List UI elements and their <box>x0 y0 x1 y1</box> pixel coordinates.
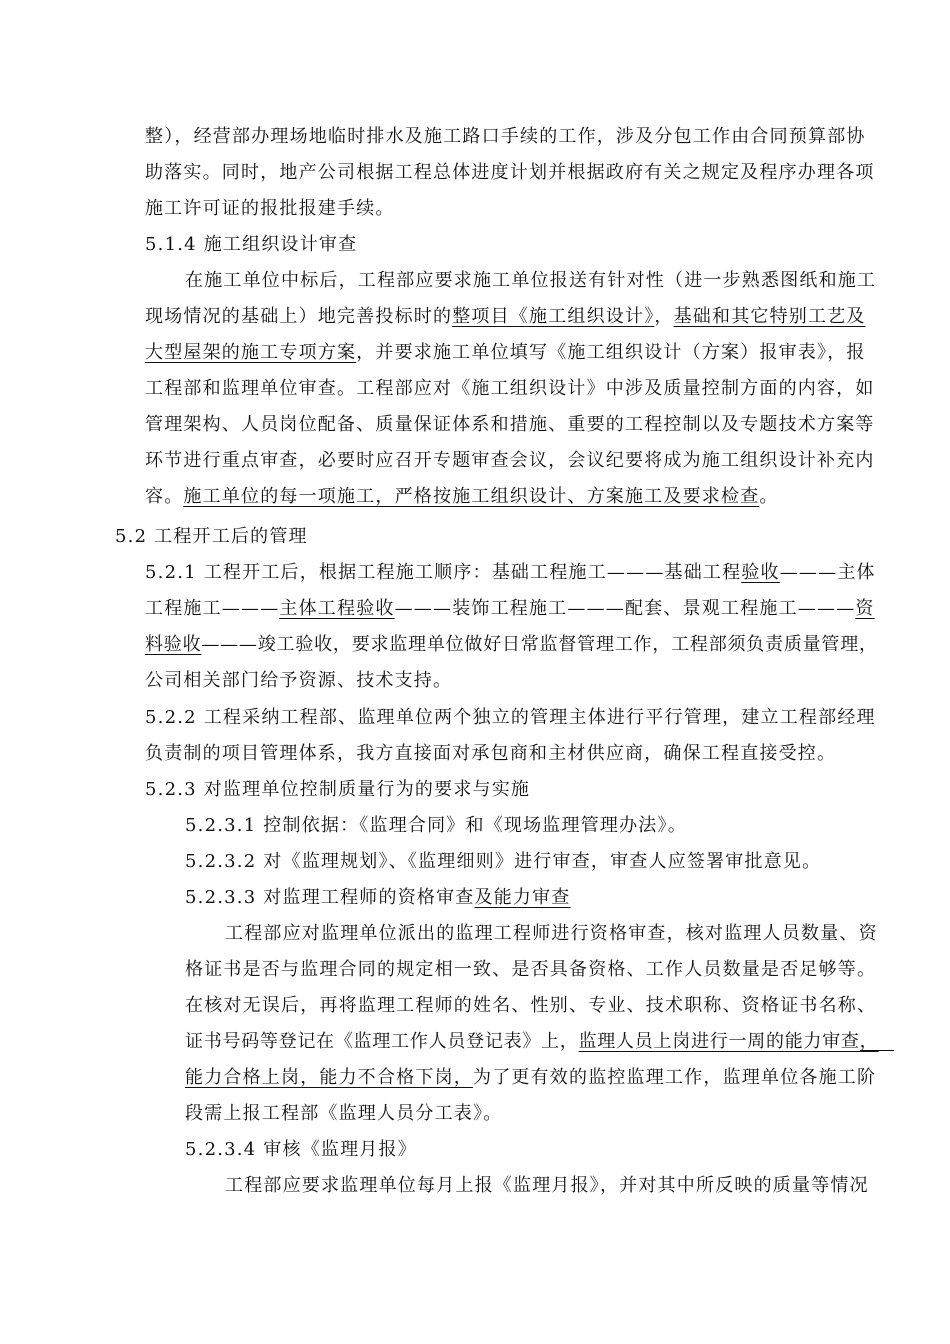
text-line <box>145 160 875 186</box>
text-line <box>145 412 875 438</box>
text-line <box>185 885 571 911</box>
text-span: 证书号码等登记在《监理工作人员登记表》上， <box>185 1031 579 1052</box>
text-span: 负责制的项目管理体系，我方直接面对承包商和主材供应商，确保工程直接受控。 <box>145 743 837 764</box>
text-span: 5.2.3.3 对监理工程师的资格审查 <box>185 887 475 908</box>
text-line <box>115 524 308 550</box>
text-span: 助落实。同时，地产公司根据工程总体进度计划并根据政府有关之规定及程序办理各项 <box>145 162 875 183</box>
text-span: ———主体 <box>779 562 876 583</box>
text-line <box>145 376 875 402</box>
text-line <box>145 741 836 767</box>
text-span: 公司相关部门给予资源、技术支持。 <box>145 670 453 691</box>
underlined-text: 能力合格上岗，能力不合格下岗， <box>185 1067 473 1088</box>
underlined-text: 验收 <box>741 562 780 583</box>
text-span: 。 <box>759 486 779 507</box>
text-span: 施工许可证的报批报建手续。 <box>145 198 395 219</box>
text-line <box>145 596 875 622</box>
text-span: 5.2.1 工程开工后，根据工程施工顺序：基础工程施工———基础工程 <box>145 562 742 583</box>
text-span: 5.2.3.2 对《监理规划》、《监理细则》进行审查，审查人应签署审批意见。 <box>185 851 822 872</box>
text-line <box>185 813 687 839</box>
underlined-text: 整项目《施工组织设计》 <box>452 306 655 327</box>
text-span: 在核对无误后，再将监理工程师的姓名、性别、专业、技术职称、资格证书名称、 <box>185 995 877 1016</box>
text-span: 工程部和监理单位审查。工程部应对《施工组织设计》中涉及质量控制方面的内容，如 <box>145 378 875 399</box>
text-line <box>185 993 876 1019</box>
text-span: 5.2.3.1 控制依据：《监理合同》和《现场监理管理办法》。 <box>185 815 687 836</box>
text-line <box>185 1137 417 1163</box>
text-span: ———装饰工程施工———配套、景观工程施工——— <box>394 598 856 619</box>
underlined-text: 料验收 <box>145 634 202 655</box>
text-span: 整），经营部办理场地临时排水及施工路口手续的工作，涉及分包工作由合同预算部协 <box>145 126 866 147</box>
text-line <box>225 1173 869 1199</box>
text-line <box>145 777 530 803</box>
text-line <box>145 340 866 366</box>
underlined-text: 大型屋架的施工专项方案 <box>145 342 357 363</box>
text-line <box>145 124 866 150</box>
text-line <box>145 232 357 258</box>
text-span: 容。 <box>145 486 184 507</box>
text-span: ， <box>654 306 674 327</box>
underlined-text: 监理人员上岗进行一周的能力审查， <box>578 1031 879 1052</box>
text-line <box>145 484 779 510</box>
text-span: 工程施工——— <box>145 598 280 619</box>
text-span: 在施工单位中标后，工程部应要求施工单位报送有针对性（进一步熟悉图纸和施工 <box>185 270 877 291</box>
text-span: 现场情况的基础上）地完善投标时的 <box>145 306 453 327</box>
text-line <box>145 632 878 658</box>
text-line <box>185 1101 502 1127</box>
text-span: ———竣工验收，要求监理单位做好日常监督管理工作，工程部须负责质量管理， <box>201 634 878 655</box>
text-line <box>145 668 452 694</box>
text-span: 管理架构、人员岗位配备、质量保证体系和措施、重要的工程控制以及专题技术方案等 <box>145 414 875 435</box>
text-span: 工程部应对监理单位派出的监理工程师进行资格审查，核对监理人员数量、资 <box>225 923 878 944</box>
text-span: 5.2.2 工程采纳工程部、监理单位两个独立的管理主体进行平行管理，建立工程部经理 <box>145 707 876 728</box>
text-line <box>145 448 875 474</box>
text-line <box>145 560 876 586</box>
text-span: 5.1.4 施工组织设计审查 <box>145 234 358 255</box>
text-span: 格证书是否与监理合同的规定相一致、是否具备资格、工作人员数量是否足够等。 <box>185 959 877 980</box>
underlined-text: 及能力审查 <box>474 887 571 908</box>
text-line <box>145 705 876 731</box>
text-line <box>185 1029 878 1055</box>
text-span: 5.2.3.4 审核《监理月报》 <box>185 1139 417 1160</box>
text-span: 为了更有效的监控监理工作，监理单位各施工阶 <box>473 1067 877 1088</box>
underlined-text: 主体工程验收 <box>279 598 395 619</box>
text-span: 段需上报工程部《监理人员分工表》。 <box>185 1103 503 1124</box>
text-span: 5.2 工程开工后的管理 <box>115 526 308 547</box>
text-span: 5.2.3 对监理单位控制质量行为的要求与实施 <box>145 779 531 800</box>
underline-extension <box>860 1050 894 1051</box>
text-span: 环节进行重点审查，必要时应召开专题审查会议，会议纪要将成为施工组织设计补充内 <box>145 450 875 471</box>
text-line <box>185 268 876 294</box>
text-line <box>145 196 395 222</box>
underlined-text: 资 <box>855 598 875 619</box>
underlined-text: 基础和其它特别工艺及 <box>673 306 866 327</box>
underlined-text: 施工单位的每一项施工，严格按施工组织设计、方案施工及要求检查 <box>183 486 760 507</box>
text-span: ，并要求施工单位填写《施工组织设计（方案）报审表》，报 <box>356 342 866 363</box>
text-line <box>145 304 866 330</box>
text-line <box>185 1065 876 1091</box>
text-line <box>185 957 876 983</box>
text-line <box>225 921 878 947</box>
text-span: 工程部应要求监理单位每月上报《监理月报》，并对其中所反映的质量等情况 <box>225 1175 869 1196</box>
text-line <box>185 849 821 875</box>
